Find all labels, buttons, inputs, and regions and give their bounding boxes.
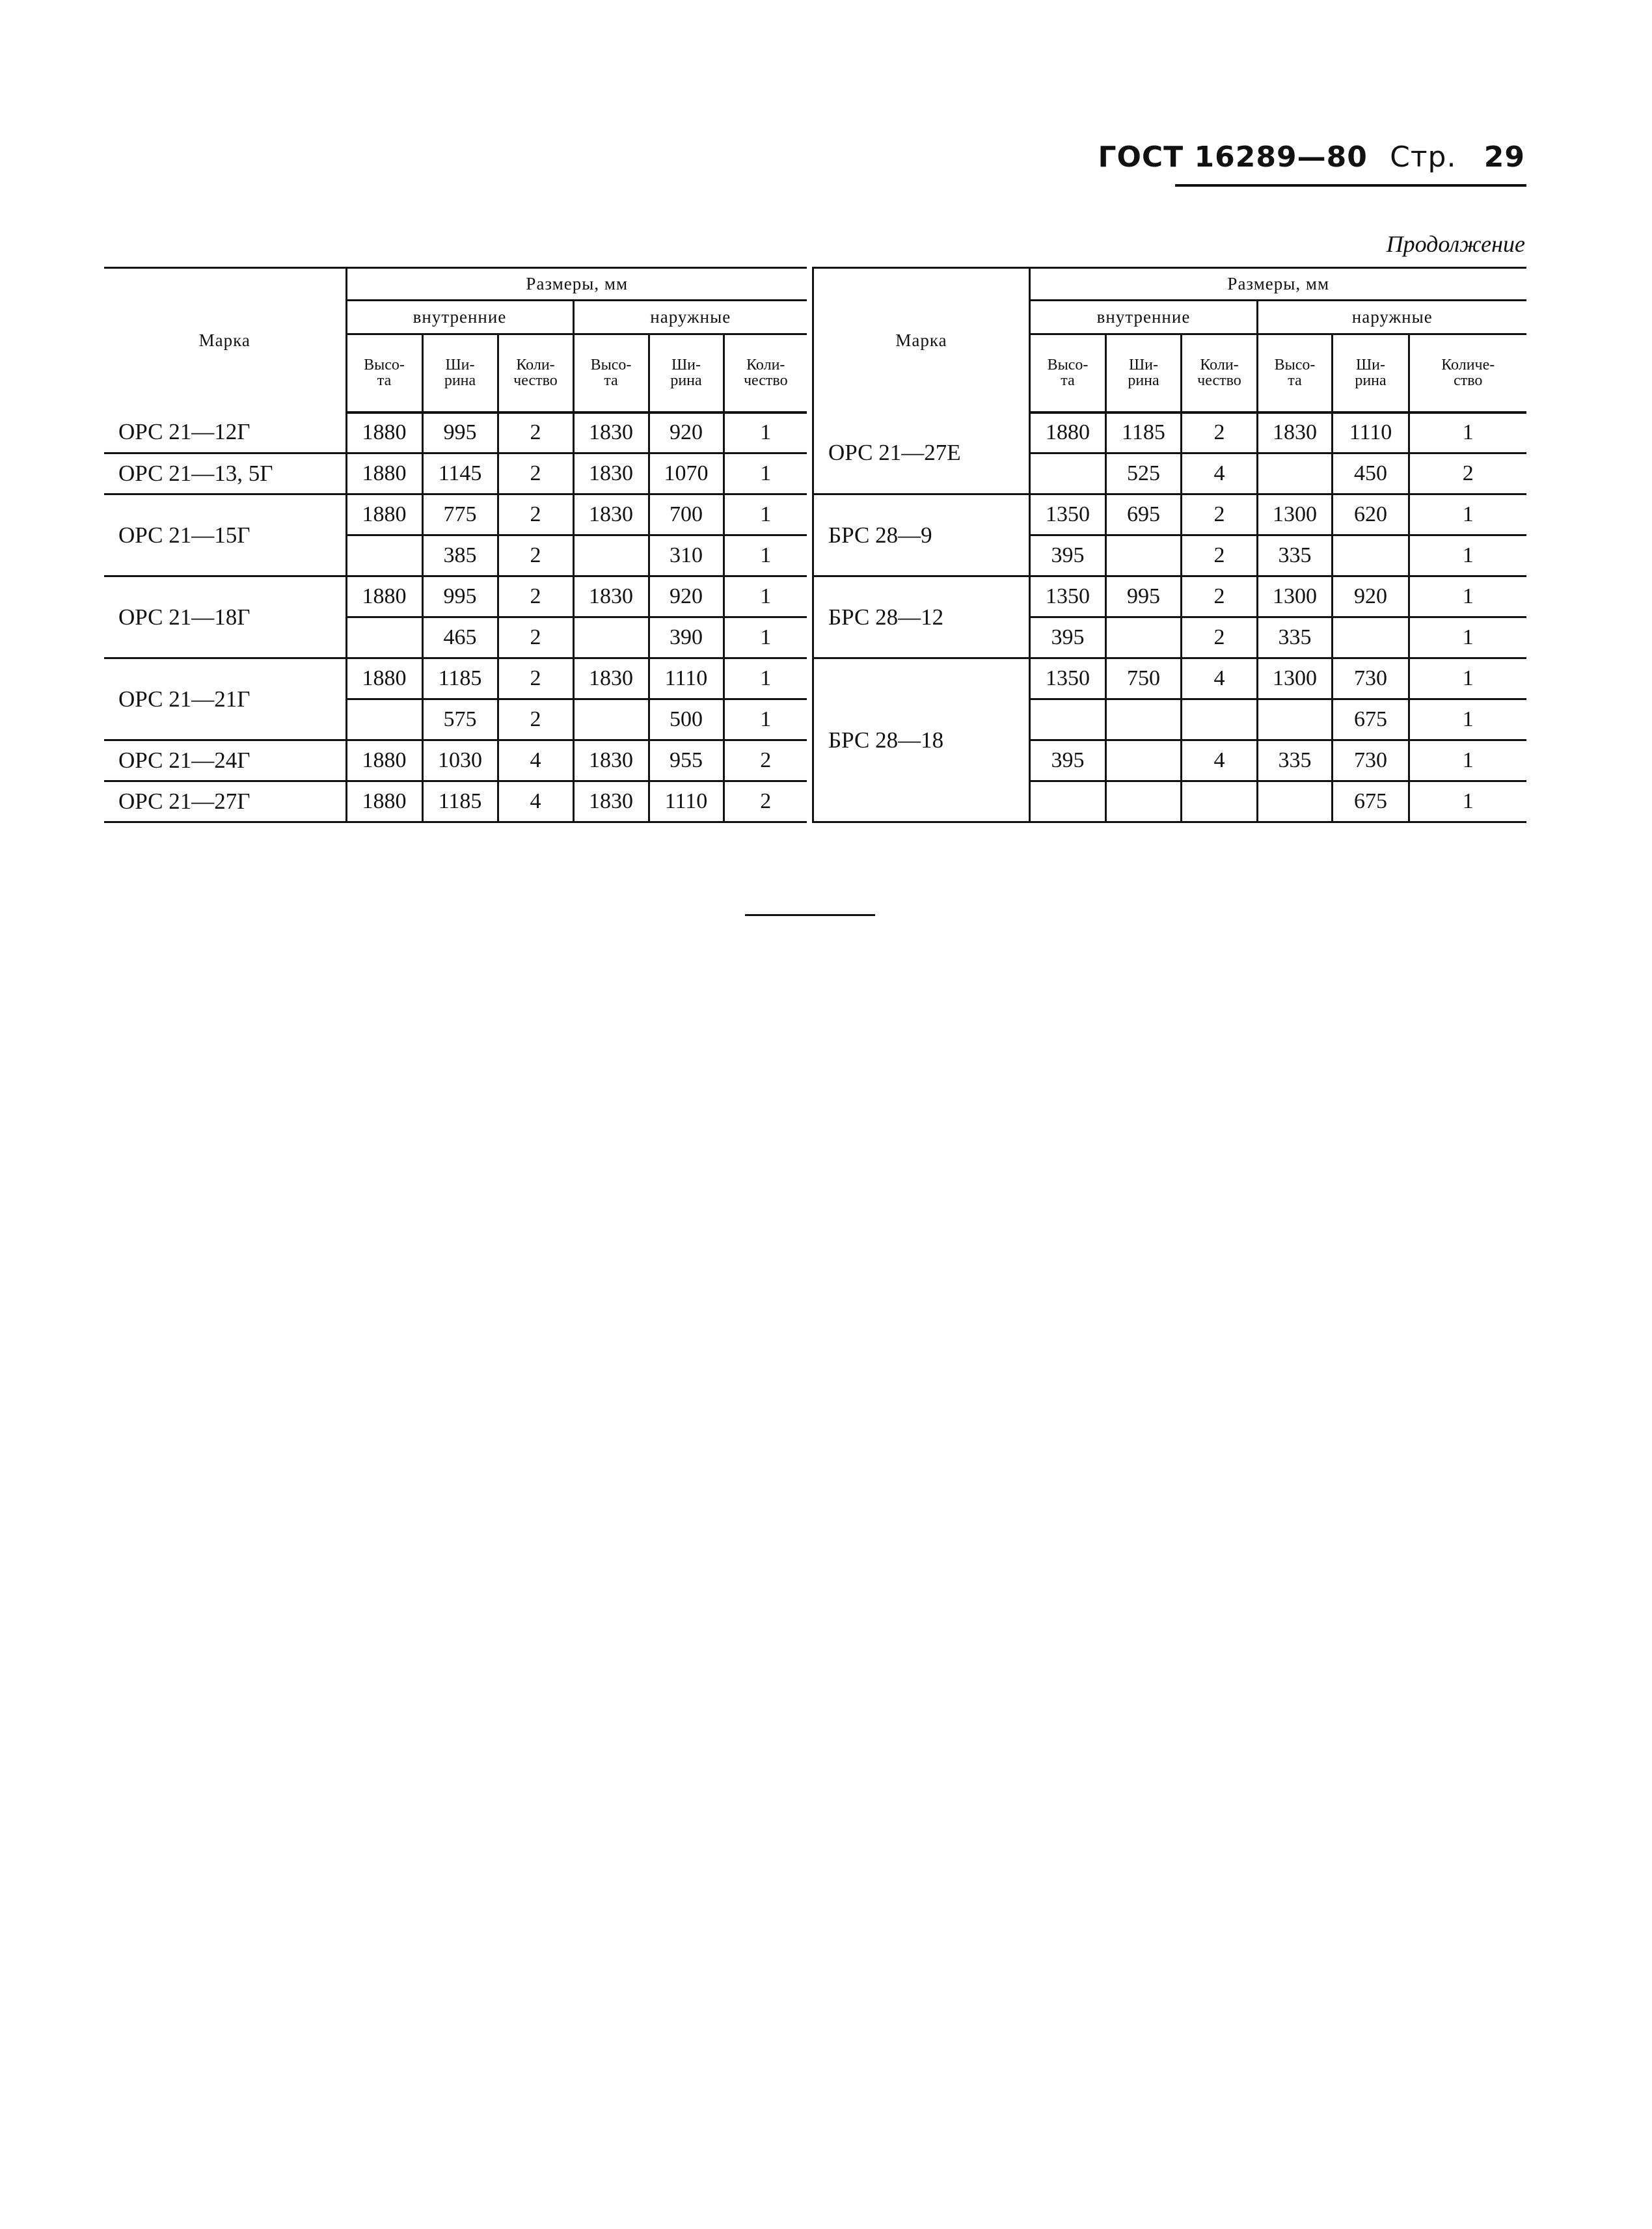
table-row: [104, 453, 807, 494]
inner-qty-header: Коли- чество: [498, 334, 573, 412]
mark-cell: БРС 28—9: [813, 494, 1030, 576]
value-cell: [1106, 535, 1182, 576]
value-cell: 525: [1106, 453, 1182, 494]
value-cell: 995: [422, 412, 498, 453]
inner-height-header-right: Высо- та: [1030, 334, 1106, 412]
value-cell: 395: [1030, 535, 1106, 576]
inner-height-header: Высо- та: [346, 334, 422, 412]
value-cell: 2: [1182, 576, 1258, 617]
value-cell: [346, 617, 422, 658]
value-cell: [346, 699, 422, 740]
value-cell: 2: [498, 617, 573, 658]
table-row: [813, 494, 1526, 535]
value-cell: 1880: [1030, 412, 1106, 453]
inner-header-right: внутренние: [1030, 301, 1258, 334]
value-cell: 1: [724, 494, 807, 535]
value-cell: 1110: [649, 658, 724, 699]
value-cell: 1830: [573, 658, 649, 699]
outer-height-header: Высо- та: [573, 334, 649, 412]
value-cell: 1880: [346, 576, 422, 617]
value-cell: 4: [1182, 453, 1258, 494]
value-cell: 2: [498, 576, 573, 617]
value-cell: 920: [649, 576, 724, 617]
value-cell: 2: [498, 453, 573, 494]
table-row: [104, 740, 807, 781]
table-row: [813, 412, 1526, 453]
value-cell: 1830: [573, 781, 649, 822]
sizes-header: Размеры, мм: [346, 268, 807, 301]
outer-width-header-right: Ши- рина: [1333, 334, 1409, 412]
left-table: [104, 267, 807, 823]
value-cell: 955: [649, 740, 724, 781]
value-cell: 1830: [1258, 412, 1333, 453]
value-cell: [1106, 699, 1182, 740]
inner-width-header-right: Ши- рина: [1106, 334, 1182, 412]
outer-header: наружные: [573, 301, 807, 334]
table-row: [104, 576, 807, 617]
value-cell: 1: [724, 699, 807, 740]
value-cell: 1830: [573, 453, 649, 494]
value-cell: 700: [649, 494, 724, 535]
page-number: 29: [1483, 141, 1525, 174]
value-cell: 1070: [649, 453, 724, 494]
value-cell: 1: [724, 412, 807, 453]
value-cell: 695: [1106, 494, 1182, 535]
value-cell: [1030, 453, 1106, 494]
value-cell: 620: [1333, 494, 1409, 535]
mark-cell: ОРС 21—18Г: [104, 576, 346, 658]
value-cell: 1110: [649, 781, 724, 822]
value-cell: 1830: [573, 740, 649, 781]
table-row: [104, 781, 807, 822]
value-cell: [1258, 453, 1333, 494]
right-table: [812, 267, 1526, 823]
value-cell: [1106, 781, 1182, 822]
inner-qty-header-right: Коли- чество: [1182, 334, 1258, 412]
outer-header-right: наружные: [1258, 301, 1526, 334]
value-cell: 1350: [1030, 658, 1106, 699]
mark-cell: БРС 28—12: [813, 576, 1030, 658]
mark-cell: БРС 28—18: [813, 658, 1030, 822]
outer-width-header: Ши- рина: [649, 334, 724, 412]
value-cell: 1185: [422, 781, 498, 822]
value-cell: [1333, 617, 1409, 658]
value-cell: 2: [498, 658, 573, 699]
value-cell: 2: [724, 740, 807, 781]
value-cell: 335: [1258, 740, 1333, 781]
table-row: [813, 576, 1526, 617]
value-cell: 2: [724, 781, 807, 822]
value-cell: 1: [724, 535, 807, 576]
value-cell: [1258, 699, 1333, 740]
value-cell: 920: [1333, 576, 1409, 617]
table-row: [104, 658, 807, 699]
value-cell: [1182, 699, 1258, 740]
value-cell: 4: [498, 781, 573, 822]
continuation-label: Продолжение: [1386, 231, 1525, 257]
mark-header-right: Марка: [813, 268, 1030, 412]
inner-width-header: Ши- рина: [422, 334, 498, 412]
value-cell: [1030, 781, 1106, 822]
value-cell: [1182, 781, 1258, 822]
mark-cell: ОРС 21—12Г: [104, 412, 346, 453]
value-cell: 1: [1409, 412, 1526, 453]
value-cell: 1830: [573, 494, 649, 535]
value-cell: 1880: [346, 740, 422, 781]
end-rule: [745, 914, 875, 916]
value-cell: 465: [422, 617, 498, 658]
outer-height-header-right: Высо- та: [1258, 334, 1333, 412]
page-header: [1098, 141, 1525, 174]
value-cell: [1030, 699, 1106, 740]
value-cell: 1: [1409, 658, 1526, 699]
value-cell: 2: [1182, 412, 1258, 453]
value-cell: 995: [1106, 576, 1182, 617]
value-cell: 2: [1182, 617, 1258, 658]
value-cell: 310: [649, 535, 724, 576]
value-cell: 395: [1030, 617, 1106, 658]
value-cell: 2: [498, 699, 573, 740]
value-cell: 575: [422, 699, 498, 740]
value-cell: 675: [1333, 699, 1409, 740]
table-row: [813, 658, 1526, 699]
value-cell: 1: [1409, 576, 1526, 617]
value-cell: 920: [649, 412, 724, 453]
value-cell: 1: [724, 658, 807, 699]
value-cell: 2: [498, 535, 573, 576]
value-cell: 2: [1409, 453, 1526, 494]
value-cell: [573, 617, 649, 658]
mark-cell: ОРС 21—27Г: [104, 781, 346, 822]
value-cell: 4: [1182, 740, 1258, 781]
value-cell: [1333, 535, 1409, 576]
table-row: [104, 494, 807, 535]
mark-cell: ОРС 21—27Е: [813, 412, 1030, 494]
value-cell: 995: [422, 576, 498, 617]
value-cell: 1350: [1030, 494, 1106, 535]
value-cell: 1830: [573, 412, 649, 453]
value-cell: 4: [498, 740, 573, 781]
value-cell: 1: [724, 617, 807, 658]
value-cell: 1: [1409, 781, 1526, 822]
value-cell: 1: [1409, 740, 1526, 781]
value-cell: [1106, 740, 1182, 781]
dimensions-tables: [104, 267, 1525, 839]
mark-cell: ОРС 21—24Г: [104, 740, 346, 781]
value-cell: 1: [1409, 494, 1526, 535]
value-cell: 750: [1106, 658, 1182, 699]
value-cell: 1300: [1258, 576, 1333, 617]
value-cell: 4: [1182, 658, 1258, 699]
value-cell: [1106, 617, 1182, 658]
value-cell: 675: [1333, 781, 1409, 822]
mark-cell: ОРС 21—13, 5Г: [104, 453, 346, 494]
value-cell: 1030: [422, 740, 498, 781]
value-cell: 1880: [346, 658, 422, 699]
value-cell: 1880: [346, 453, 422, 494]
value-cell: 1300: [1258, 658, 1333, 699]
value-cell: 1: [724, 453, 807, 494]
standard-number: ГОСТ 16289—80: [1098, 141, 1368, 174]
value-cell: 2: [498, 412, 573, 453]
mark-cell: ОРС 21—21Г: [104, 658, 346, 740]
sizes-header-right: Размеры, мм: [1030, 268, 1526, 301]
value-cell: 1830: [573, 576, 649, 617]
value-cell: 1: [1409, 535, 1526, 576]
inner-header: внутренние: [346, 301, 573, 334]
header-underline: [1175, 184, 1526, 187]
value-cell: 1185: [1106, 412, 1182, 453]
value-cell: 390: [649, 617, 724, 658]
value-cell: [1258, 781, 1333, 822]
value-cell: 1300: [1258, 494, 1333, 535]
value-cell: 1145: [422, 453, 498, 494]
value-cell: 500: [649, 699, 724, 740]
mark-header: Марка: [104, 268, 346, 412]
value-cell: 730: [1333, 658, 1409, 699]
table-row: [104, 412, 807, 453]
value-cell: 450: [1333, 453, 1409, 494]
value-cell: 385: [422, 535, 498, 576]
outer-qty-header-right: Количе- ство: [1409, 334, 1526, 412]
value-cell: [573, 535, 649, 576]
value-cell: 1110: [1333, 412, 1409, 453]
value-cell: 1: [724, 576, 807, 617]
value-cell: 335: [1258, 535, 1333, 576]
value-cell: 1880: [346, 412, 422, 453]
value-cell: 1880: [346, 781, 422, 822]
value-cell: 775: [422, 494, 498, 535]
value-cell: [346, 535, 422, 576]
value-cell: [573, 699, 649, 740]
outer-qty-header: Коли- чество: [724, 334, 807, 412]
value-cell: 2: [498, 494, 573, 535]
value-cell: 395: [1030, 740, 1106, 781]
value-cell: 1: [1409, 617, 1526, 658]
value-cell: 2: [1182, 494, 1258, 535]
value-cell: 335: [1258, 617, 1333, 658]
value-cell: 1880: [346, 494, 422, 535]
value-cell: 1: [1409, 699, 1526, 740]
value-cell: 2: [1182, 535, 1258, 576]
value-cell: 1350: [1030, 576, 1106, 617]
page-label: Стр.: [1390, 141, 1457, 174]
mark-cell: ОРС 21—15Г: [104, 494, 346, 576]
value-cell: 1185: [422, 658, 498, 699]
value-cell: 730: [1333, 740, 1409, 781]
